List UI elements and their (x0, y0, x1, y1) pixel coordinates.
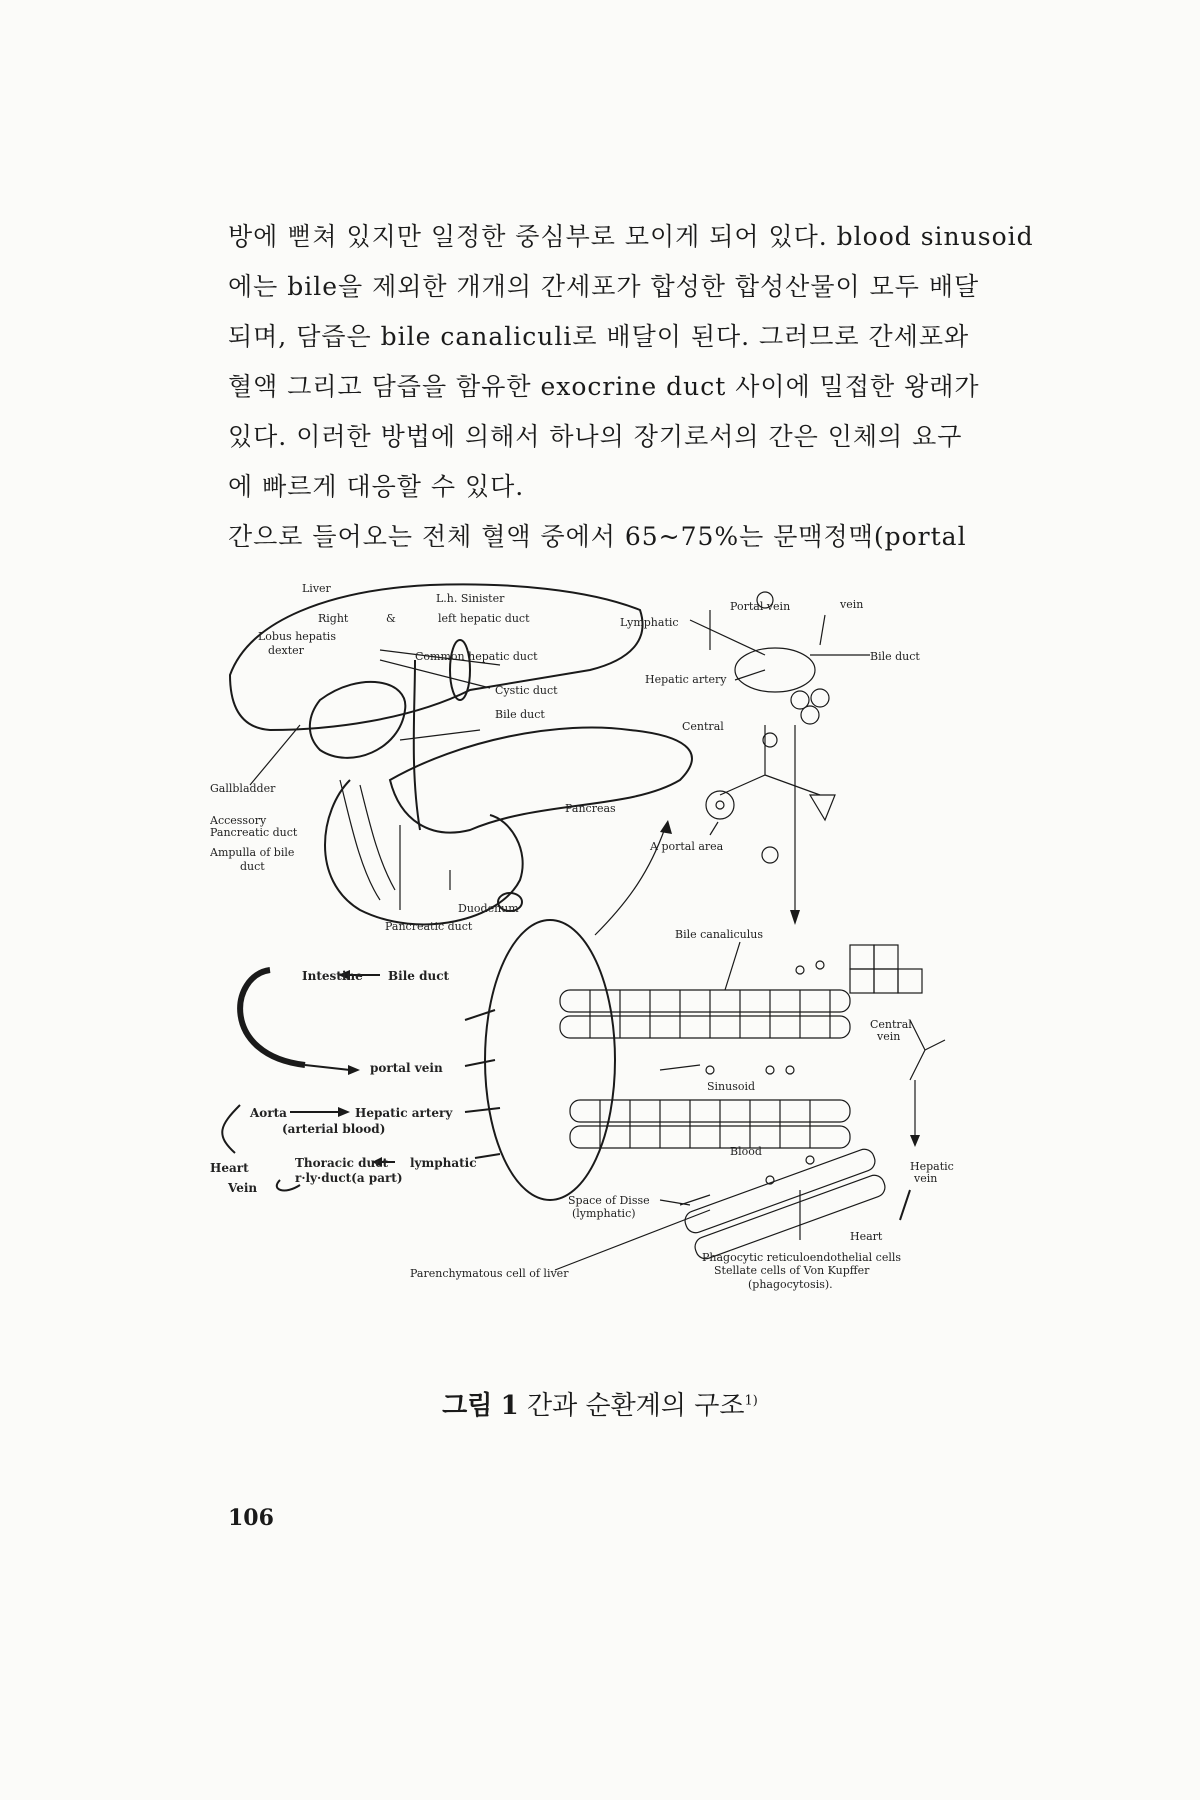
arrow-head (910, 1135, 920, 1147)
label-pancreatic-duct: Pancreatic duct (385, 920, 473, 933)
label-lobule-heart: Heart (850, 1230, 883, 1243)
blood-cell (816, 961, 824, 969)
hepatic-artery-line (735, 670, 765, 680)
label-central: Central (682, 720, 724, 733)
label-phagocytic: Phagocytic reticuloendothelial cells (702, 1251, 902, 1264)
to-portal-arrow (305, 1065, 350, 1070)
label-lymphatic: Lymphatic (620, 616, 679, 629)
lobule-cut-face (485, 920, 615, 1200)
label-right: Right (318, 612, 349, 625)
label-vein: vein (840, 598, 864, 611)
circulation-flow (210, 969, 500, 1195)
label-liver: Liver (302, 582, 331, 595)
label-bile-duct: Bile duct (495, 708, 545, 721)
lymphatic-line (690, 620, 765, 655)
portal-area-circle (706, 791, 734, 819)
gallbladder-pointer (250, 725, 300, 785)
label-aorta: Aorta (250, 1106, 287, 1120)
label-pancreatic-duct-accessory: Pancreatic duct (210, 826, 298, 839)
arrow-head (348, 1065, 360, 1075)
blood-cell (786, 1066, 794, 1074)
artery-in-arrow (465, 1108, 500, 1112)
label-intestine: Intestine (302, 969, 363, 983)
figure-caption (0, 1385, 1200, 1422)
label-a-portal-area: A portal area (650, 840, 724, 853)
label-bile-canaliculus: Bile canaliculus (675, 928, 764, 941)
disse-pointer (660, 1200, 690, 1205)
gallbladder-outline (310, 682, 406, 758)
paragraph-line: 에 빠르게 대응할 수 있다. (228, 472, 525, 501)
vein-line (820, 615, 825, 645)
hepatocyte-plate-upper (560, 990, 850, 1038)
to-heart-line (900, 1190, 910, 1220)
paragraph-line: 간으로 들어오는 전체 혈액 중에서 65~75%는 문맥정맥(portal (228, 522, 967, 551)
lymphatic-in-arrow (475, 1154, 500, 1158)
label-central-vein: Central (870, 1018, 912, 1031)
bile-duct-in-arrow (465, 1010, 495, 1020)
caption-reference: 1) (744, 1393, 758, 1409)
label-sinusoid: Sinusoid (707, 1080, 756, 1093)
label-central-vein-2: vein (877, 1030, 901, 1043)
label-flow-vein: Vein (228, 1181, 258, 1195)
label-lymphatic-paren: (lymphatic) (572, 1207, 636, 1220)
caption-text: 간과 순환계의 구조 (527, 1391, 745, 1421)
label-hepatic-artery: Hepatic artery (645, 673, 727, 686)
blood-cell (806, 1156, 814, 1164)
paragraph-line: 되며, 담즙은 bile canaliculi로 배달이 된다. 그러므로 간세포와 (228, 322, 970, 351)
label-portal-vein: Portal vein (730, 600, 791, 613)
down-arrow-head (790, 910, 800, 925)
blood-cell (766, 1066, 774, 1074)
label-lobus: Lobus hepatis (258, 630, 336, 643)
label-dexter: dexter (268, 644, 304, 657)
label-cystic-duct: Cystic duct (495, 684, 558, 697)
central-branch (720, 725, 820, 795)
label-space-of-disse: Space of Disse (568, 1194, 650, 1207)
heart-curve (222, 1105, 240, 1153)
portal-area-pointer (710, 822, 718, 835)
portal-triad (735, 648, 815, 692)
label-hepatic-vein: Hepatic (910, 1160, 954, 1173)
cell-plate (570, 1126, 850, 1148)
label-ampersand: & (386, 612, 396, 625)
arrow-head (338, 1107, 350, 1117)
anatomy-diagram (210, 582, 692, 933)
blood-cell (796, 966, 804, 974)
lobule-diagram (410, 820, 954, 1291)
label-ampulla: Ampulla of bile (210, 846, 295, 859)
label-phagocytosis: (phagocytosis). (748, 1278, 833, 1291)
cell (811, 689, 829, 707)
portal-tract-diagram (620, 592, 920, 925)
paragraph-line: 방에 뻗쳐 있지만 일정한 중심부로 모이게 되어 있다. blood sinusoid (228, 222, 1034, 251)
label-flow-lymphatic: lymphatic (410, 1156, 477, 1170)
liver-circulation-figure (210, 580, 1050, 1360)
label-thoracic-duct: Thoracic duct (295, 1156, 389, 1170)
page-number: 106 (228, 1505, 274, 1531)
label-flow-hepatic-artery: Hepatic artery (355, 1106, 453, 1120)
figure-drawing (210, 580, 1050, 1360)
cell (874, 969, 898, 993)
pancreas-outline (390, 727, 692, 832)
sinusoid-flow-arrow (660, 1065, 700, 1070)
cell (801, 706, 819, 724)
intestine-portal-curve (240, 970, 305, 1065)
paragraph-line: 에는 bile을 제외한 개개의 간세포가 합성한 합성산물이 모두 배달 (228, 272, 980, 301)
label-stellate: Stellate cells of Von Kupffer (714, 1264, 870, 1277)
label-accessory: Accessory (210, 814, 267, 827)
caption-prefix: 그림 (442, 1391, 493, 1421)
label-left-hepatic-duct: left hepatic duct (438, 612, 530, 625)
cell (850, 969, 874, 993)
caption-number: 1 (500, 1391, 519, 1421)
duodenum-fold (360, 785, 395, 890)
label-ampulla-duct: duct (240, 860, 265, 873)
label-parenchymatous: Parenchymatous cell of liver (410, 1267, 569, 1280)
portal-area-dot (716, 801, 724, 809)
hepatocyte-plate-lower (570, 1100, 888, 1262)
portal-area-triangle (810, 795, 835, 820)
label-portal-bile-duct: Bile duct (870, 650, 920, 663)
central-and-hepatic-vein (900, 1020, 945, 1220)
hepatocyte-cluster-top (850, 945, 922, 993)
arrow-head (660, 820, 672, 834)
cell (874, 945, 898, 969)
cell (898, 969, 922, 993)
label-hepatic-vein-2: vein (914, 1172, 938, 1185)
central-vein-branch (910, 1020, 945, 1080)
label-flow-bile-duct: Bile duct (388, 969, 450, 983)
paragraph-line: 혈액 그리고 담즙을 함유한 exocrine duct 사이에 밀접한 왕래가 (228, 372, 980, 401)
label-rly-duct: r·ly·duct(a part) (295, 1171, 403, 1185)
cell-plate (692, 1172, 887, 1261)
label-blood: Blood (730, 1145, 762, 1158)
bile-duct-pointer (400, 730, 480, 740)
label-heart: Heart (210, 1161, 249, 1175)
bile-duct-path (414, 660, 420, 830)
label-gallbladder: Gallbladder (210, 782, 276, 795)
duct-lumen-1 (450, 640, 470, 700)
vessel-circle (762, 847, 778, 863)
cell (850, 945, 874, 969)
cell-plate (560, 1016, 850, 1038)
label-lh-sinister: L.h. Sinister (436, 592, 505, 605)
body-paragraph (228, 212, 1038, 562)
label-common-hepatic-duct: Common hepatic duct (415, 650, 538, 663)
canaliculus-pointer (725, 942, 740, 990)
paragraph-line: 있다. 이러한 방법에 의해서 하나의 장기로서의 간은 인체의 요구 (228, 422, 963, 451)
blood-cell (706, 1066, 714, 1074)
cystic-duct-pointer (380, 660, 490, 688)
portal-in-arrow (465, 1060, 495, 1066)
label-arterial-blood: (arterial blood) (282, 1122, 386, 1136)
label-pancreas: Pancreas (565, 802, 616, 815)
cell-plate (560, 990, 850, 1012)
label-duodenum: Duodenum (458, 902, 519, 915)
cell-plate (682, 1146, 877, 1235)
label-flow-portal-vein: portal vein (370, 1061, 443, 1075)
